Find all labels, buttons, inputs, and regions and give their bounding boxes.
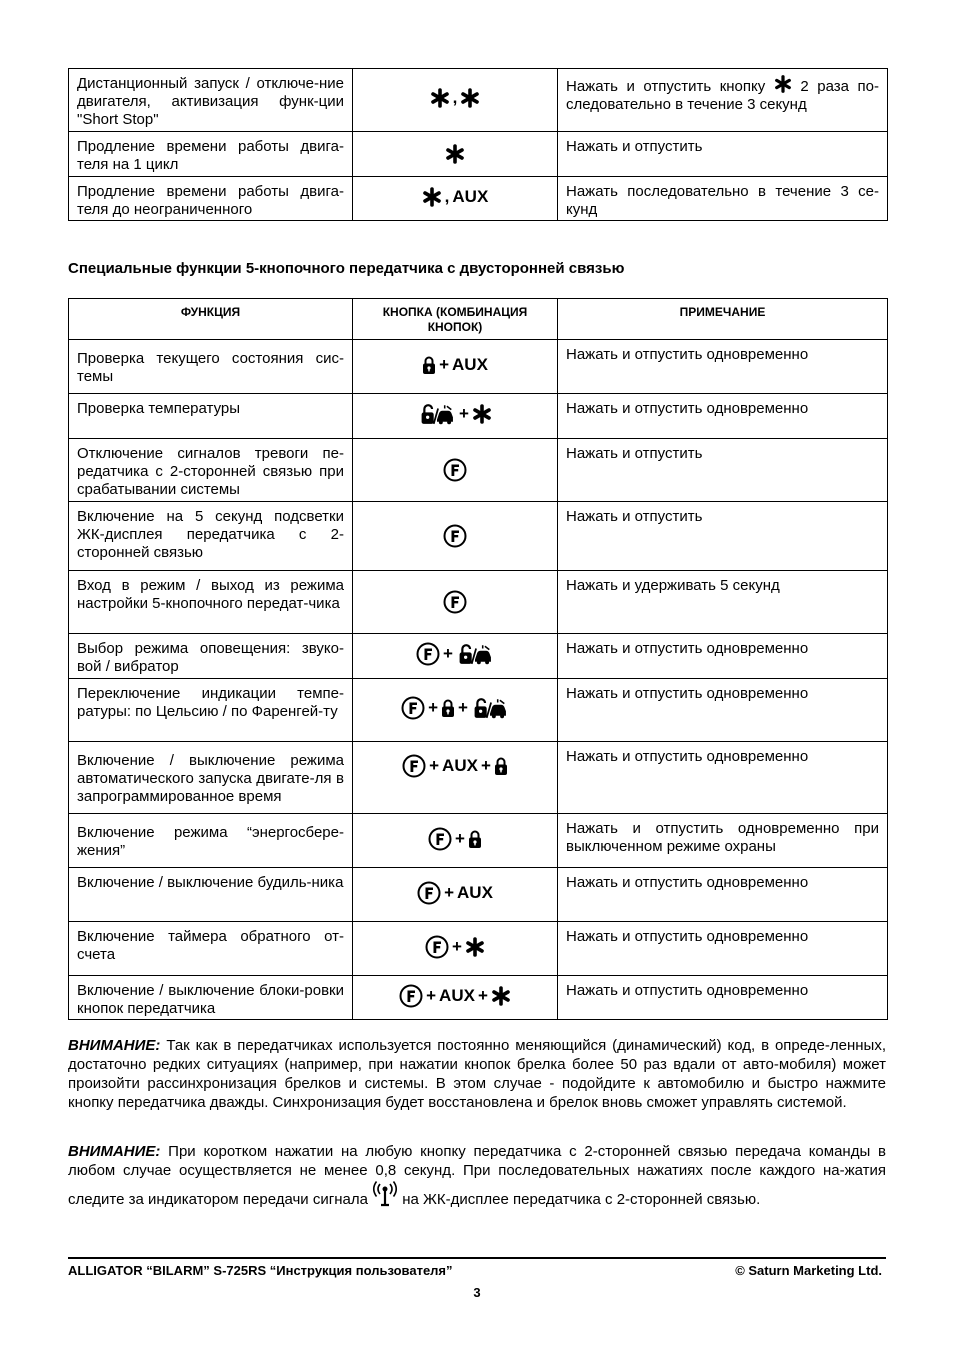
warning-label: ВНИМАНИЕ:	[68, 1037, 161, 1054]
button-cell	[353, 132, 558, 177]
f-button-icon	[402, 754, 426, 778]
note-cell: Нажать и отпустить	[558, 502, 888, 571]
note-cell	[558, 69, 888, 132]
note-cell: Нажать и отпустить	[558, 132, 888, 177]
button-cell: +	[353, 922, 558, 976]
star-icon	[430, 88, 450, 108]
top-commands-table	[68, 68, 888, 221]
function-cell: Включение на 5 секунд подсветки ЖК-дисплея передатчика с 2-сторонней связью	[69, 502, 353, 571]
warning-paragraph	[68, 1036, 886, 1112]
warning-text: При коротком нажатии на любую кнопку передатчика с 2-сторонней связью передача команды в любом случае осуществляется не менее 0,8 секунд. При последовательных нажатиях после каждого на-жатия следите за индикатором передачи сигнала	[68, 1143, 886, 1208]
note-text: 2 раза по-следовательно в течение 3 секунд	[566, 78, 880, 113]
section-title: Специальные функции 5-кнопочного передатчика с двусторонней связью	[68, 260, 625, 277]
note-cell: Нажать и отпустить одновременно	[558, 742, 888, 814]
table-row	[69, 340, 888, 394]
table-row	[69, 439, 888, 502]
button-cell: +	[353, 814, 558, 868]
table-row	[69, 679, 888, 742]
warning-text: на ЖК-дисплее передатчика с 2-сторонней связью.	[398, 1191, 761, 1208]
table-row	[69, 922, 888, 976]
unlock-car-icon	[418, 403, 456, 425]
note-cell: Нажать и отпустить одновременно при выключенном режиме охраны	[558, 814, 888, 868]
note-cell: Нажать и отпустить одновременно	[558, 394, 888, 439]
special-functions-table	[68, 298, 888, 1020]
function-cell: Продление времени работы двига-теля на 1 цикл	[69, 132, 353, 177]
button-cell: +	[353, 394, 558, 439]
header-button: КНОПКА (КОМБИНАЦИЯ КНОПОК)	[353, 299, 558, 340]
button-cell	[353, 439, 558, 502]
button-cell: + AUX	[353, 868, 558, 922]
star-icon	[774, 75, 792, 93]
star-icon	[445, 144, 465, 164]
function-cell: Включение / выключение режима автоматического запуска двигате-ля в запрограммированное время	[69, 742, 353, 814]
table-row	[69, 502, 888, 571]
star-icon	[472, 404, 492, 424]
function-cell: Вход в режим / выход из режима настройки 5-кнопочного передат-чика	[69, 571, 353, 634]
button-cell: , AUX	[353, 177, 558, 221]
note-cell: Нажать и отпустить одновременно	[558, 976, 888, 1020]
table-row	[69, 634, 888, 679]
f-button-icon	[443, 590, 467, 614]
star-icon	[460, 88, 480, 108]
warning-paragraph	[68, 1142, 886, 1209]
unlock-car-icon	[456, 643, 494, 665]
footer-divider	[68, 1257, 886, 1259]
lock-icon	[494, 756, 508, 776]
aux-label: AUX	[442, 756, 478, 775]
table-row	[69, 571, 888, 634]
f-button-icon	[401, 696, 425, 720]
note-cell: Нажать и отпустить	[558, 439, 888, 502]
page-number: 3	[473, 1285, 481, 1300]
aux-label: AUX	[452, 186, 489, 206]
star-icon	[465, 937, 485, 957]
function-cell: Продление времени работы двига-теля до неограниченного	[69, 177, 353, 221]
function-cell: Включение / выключение будиль-ника	[69, 868, 353, 922]
button-cell	[353, 571, 558, 634]
lock-icon	[422, 355, 436, 375]
aux-label: AUX	[457, 882, 493, 902]
footer-title: ALLIGATOR “BILARM” S-725RS “Инструкция пользователя”	[68, 1263, 453, 1278]
f-button-icon	[443, 458, 467, 482]
f-button-icon	[425, 935, 449, 959]
button-cell: + +	[353, 679, 558, 742]
table-row	[69, 742, 888, 814]
table-row	[69, 814, 888, 868]
function-cell: Проверка температуры	[69, 394, 353, 439]
note-cell: Нажать и отпустить одновременно	[558, 634, 888, 679]
star-icon	[491, 986, 511, 1006]
table-row	[69, 132, 888, 177]
function-cell: Переключение индикации темпе-ратуры: по Цельсию / по Фаренгей-ту	[69, 679, 353, 742]
function-cell: Включение / выключение блоки-ровки кнопок передатчика	[69, 976, 353, 1020]
header-note: ПРИМЕЧАНИЕ	[558, 299, 888, 340]
note-cell: Нажать и отпустить одновременно	[558, 679, 888, 742]
function-cell: Проверка текущего состояния сис-темы	[69, 340, 353, 394]
lock-icon	[468, 829, 482, 849]
lock-icon	[441, 698, 455, 718]
function-cell: Выбор режима оповещения: звуко-вой / вибратор	[69, 634, 353, 679]
table-row	[69, 868, 888, 922]
function-cell: Включение режима “энергосбере-жения”	[69, 814, 353, 868]
function-cell: Отключение сигналов тревоги пе-редатчика с 2-сторонней связью при срабатывании системы	[69, 439, 353, 502]
button-cell	[353, 502, 558, 571]
button-cell: +	[353, 634, 558, 679]
table-row	[69, 69, 888, 132]
button-cell: + AUX +	[353, 976, 558, 1020]
unlock-car-icon	[471, 697, 509, 719]
table-row	[69, 177, 888, 221]
function-cell: Дистанционный запуск / отключе-ние двигателя, активизация функ-ции "Short Stop"	[69, 69, 353, 132]
f-button-icon	[417, 881, 441, 905]
note-cell: Нажать и отпустить одновременно	[558, 922, 888, 976]
warning-text: Так как в передатчиках используется постоянно меняющийся (динамический) код, в опреде-ленных, достаточно редких ситуациях (например, при нажатии кнопок брелка более 50 раз вдали от авто-мобиля) может произойти рассинхронизация брелков и системы. В этом случае - подойдите к автомобилю и быстро нажмите кнопку передатчика дважды. Синхронизация будет восстановлена и брелок вновь сможет управлять системой.	[68, 1037, 886, 1111]
table-row	[69, 394, 888, 439]
note-cell: Нажать и удерживать 5 секунд	[558, 571, 888, 634]
f-button-icon	[428, 827, 452, 851]
aux-label: AUX	[439, 985, 475, 1005]
button-cell: + AUX +	[353, 742, 558, 814]
note-text: Нажать и отпустить кнопку	[566, 78, 766, 95]
note-cell: Нажать и отпустить одновременно	[558, 868, 888, 922]
note-cell: Нажать и отпустить одновременно	[558, 340, 888, 394]
star-icon	[422, 187, 442, 207]
antenna-icon	[372, 1180, 398, 1208]
f-button-icon	[416, 642, 440, 666]
button-cell: + AUX	[353, 340, 558, 394]
table-row	[69, 976, 888, 1020]
f-button-icon	[443, 524, 467, 548]
table-header-row	[69, 299, 888, 340]
function-cell: Включение таймера обратного от-счета	[69, 922, 353, 976]
f-button-icon	[399, 984, 423, 1008]
button-cell: ,	[353, 69, 558, 132]
warning-label: ВНИМАНИЕ:	[68, 1143, 161, 1160]
note-cell: Нажать последовательно в течение 3 се-кунд	[558, 177, 888, 221]
aux-label: AUX	[452, 354, 488, 374]
footer-copyright: © Saturn Marketing Ltd.	[735, 1263, 882, 1278]
header-function: ФУНКЦИЯ	[69, 299, 353, 340]
